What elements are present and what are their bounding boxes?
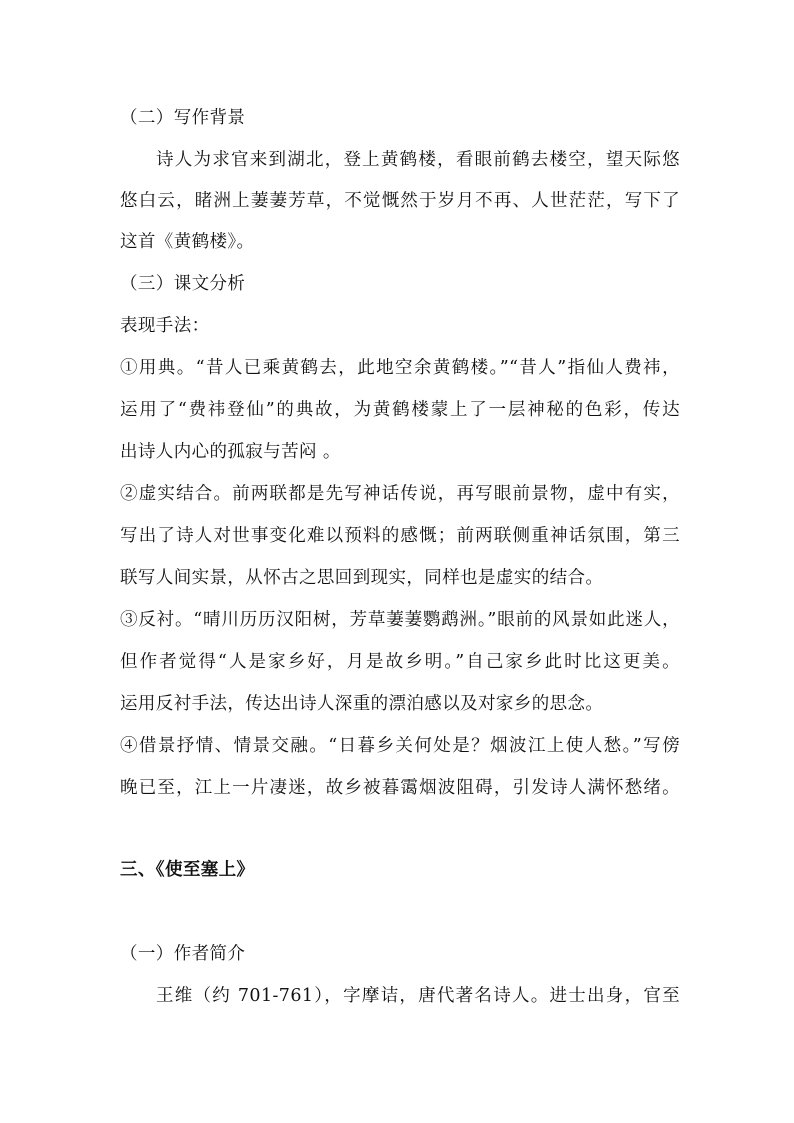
background-paragraph-line: 这首《黄鹤楼》。 [120,232,255,252]
point-allusion-line: 运用了“费祎登仙”的典故，为黄鹤楼蒙上了一层神秘的色彩，传达 [120,400,680,420]
point-contrast-line: 但作者觉得“人是家乡好，月是故乡明。”自己家乡此时比这更美。 [120,652,680,672]
point-virtual-real-line: 写出了诗人对世事变化难以预料的感慨；前两联侧重神话氛围，第三 [120,526,680,546]
author-intro-line: 王维（约 701-761），字摩诘，唐代著名诗人。进士出身，官至 [156,986,680,1006]
part-title-shi-zhi-sai-shang: 三、《使至塞上》 [120,860,255,880]
section-heading-writing-background: （二）写作背景 [120,108,246,128]
point-contrast-line: ③反衬。“晴川历历汉阳树，芳草萋萋鹦鹉洲。”眼前的风景如此迷人， [120,610,680,630]
section-heading-author-intro: （一）作者简介 [120,944,246,964]
point-scene-emotion-line: 晚已至，江上一片凄迷，故乡被暮霭烟波阻碍，引发诗人满怀愁绪。 [120,778,680,798]
point-virtual-real-line: 联写人间实景，从怀古之思回到现实，同样也是虚实的结合。 [120,568,604,588]
point-allusion-line: 出诗人内心的孤寂与苦闷 。 [120,442,341,462]
point-contrast-line: 运用反衬手法，传达出诗人深重的漂泊感以及对家乡的思念。 [120,694,604,714]
background-paragraph-line: 诗人为求官来到湖北，登上黄鹤楼，看眼前鹤去楼空，望天际悠 [156,150,680,170]
point-allusion-line: ①用典。“昔人已乘黄鹤去，此地空余黄鹤楼。”“昔人”指仙人费祎， [120,358,680,378]
subheading-techniques: 表现手法： [120,316,210,336]
point-scene-emotion-line: ④借景抒情、情景交融。“日暮乡关何处是？烟波江上使人愁。”写傍 [120,736,680,756]
section-heading-text-analysis: （三）课文分析 [120,274,246,294]
background-paragraph-line: 悠白云，睹洲上萋萋芳草，不觉慨然于岁月不再、人世茫茫，写下了 [120,191,680,211]
point-virtual-real-line: ②虚实结合。前两联都是先写神话传说，再写眼前景物，虚中有实， [120,484,680,504]
